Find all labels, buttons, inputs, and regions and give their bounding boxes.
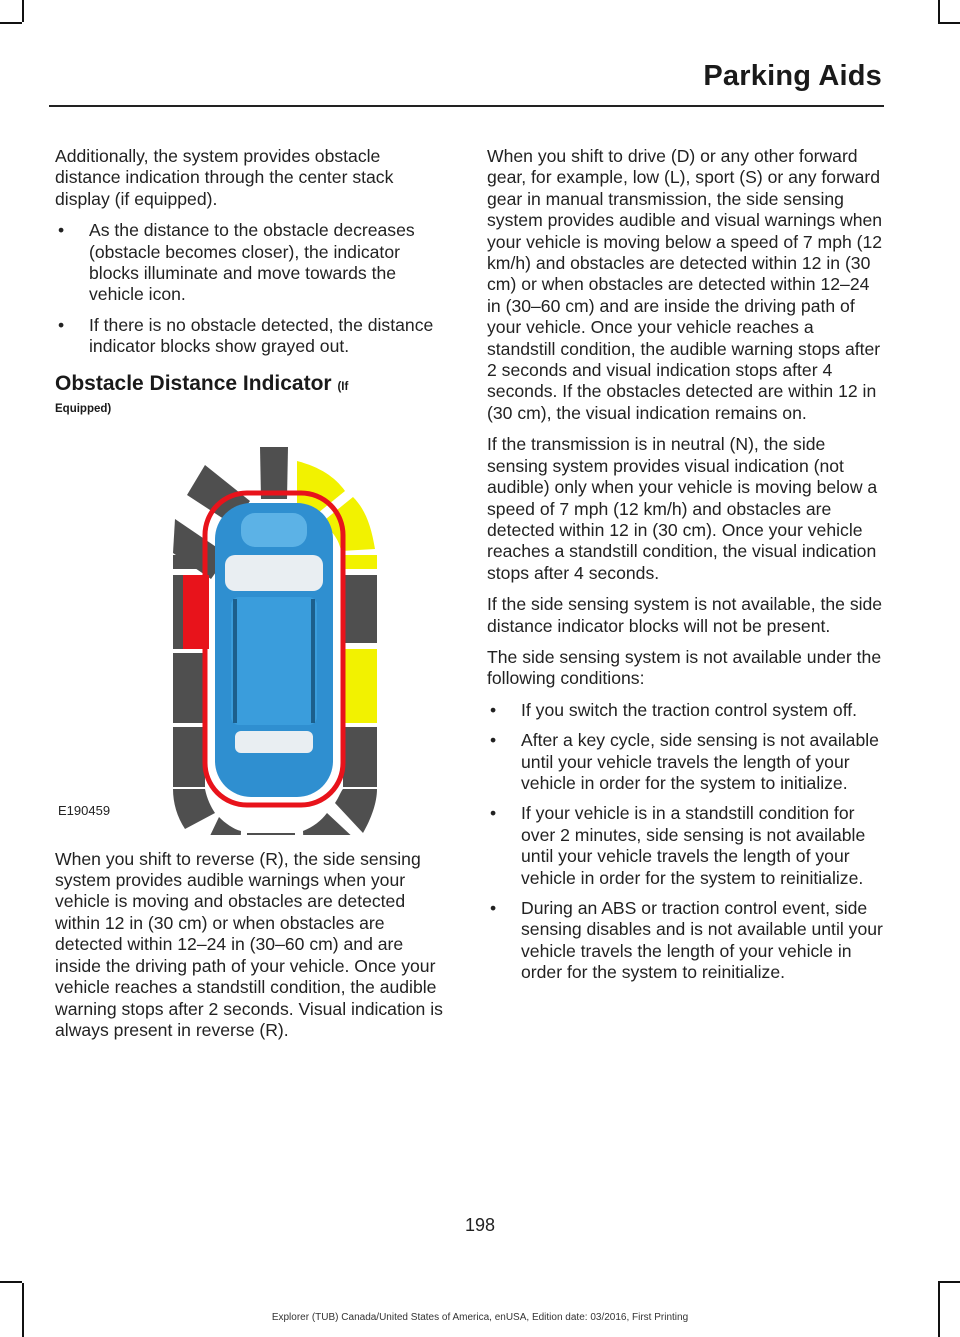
intro-paragraph: Additionally, the system provides obstacle distance indication through the center stack display (if equipped). — [55, 146, 394, 209]
condition-item: • During an ABS or traction control event, side sensing disables and is not available until your vehicle travels the length of your vehicle in order for the system to reinitialize. — [487, 898, 883, 984]
rear-zone-center — [247, 833, 295, 835]
side-zone-left-1 — [173, 555, 205, 569]
vehicle-roof — [231, 597, 317, 725]
side-zone-right-2 — [343, 575, 377, 643]
side-zone-left-4 — [173, 653, 205, 723]
vehicle-hood-highlight — [241, 513, 307, 547]
crop-mark — [938, 1281, 960, 1283]
figure-id: E190459 — [58, 802, 111, 818]
condition-item: • After a key cycle, side sensing is not available until your vehicle travels the length of your vehicle in order for the system to initialize. — [487, 730, 883, 794]
conditions-intro: The side sensing system is not available under the following conditions: — [487, 646, 882, 689]
section-heading — [55, 372, 450, 399]
footer-text: Explorer (TUB) Canada/United States of America, enUSA, Edition date: 03/2016, First Printing — [271, 1312, 689, 1323]
crop-mark — [22, 0, 24, 22]
condition-item: • If you switch the traction control system off. — [487, 700, 883, 721]
crop-mark — [938, 22, 960, 24]
vehicle-windshield — [225, 555, 323, 591]
left-column — [55, 146, 450, 1051]
bullet-item: • As the distance to the obstacle decreases (obstacle becomes closer), the indicator blocks illuminate and move towards the vehicle icon. — [55, 220, 450, 306]
bullet-list — [55, 220, 450, 357]
crop-mark — [0, 1281, 22, 1283]
obstacle-distance-figure — [55, 425, 450, 835]
crop-mark — [22, 1283, 24, 1337]
rear-zone-left — [197, 817, 241, 835]
right-column — [487, 146, 883, 994]
conditions-list — [487, 700, 883, 984]
neutral-paragraph: If the transmission is in neutral (N), the side sensing system provides visual indication (not audible) only when your vehicle is moving below a speed of 7 mph (12 km/h) and obstacles are detected within 12 in (30 cm). Once your vehicle reaches a standstill condition, the visual indication stops after 4 seconds. — [487, 434, 878, 583]
bullet-item: • If there is no obstacle detected, the distance indicator blocks show grayed out. — [55, 315, 450, 358]
page-title: Parking Aids — [703, 60, 882, 92]
side-zone-right-3 — [343, 649, 377, 723]
side-zone-right-1 — [343, 555, 377, 569]
vehicle-roof-rail-left — [233, 599, 237, 723]
side-zone-left-5 — [173, 727, 205, 787]
rear-zone-left-outer — [173, 789, 215, 829]
header-rule — [49, 105, 884, 107]
condition-item: • If your vehicle is in a standstill condition for over 2 minutes, side sensing is not available until your vehicle travels the length of your vehicle in order for the system to reinitialize. — [487, 803, 883, 889]
section-heading-suffix: (If — [337, 380, 349, 393]
crop-mark — [938, 0, 940, 22]
obstacle-distance-diagram — [55, 425, 450, 835]
section-heading-suffix: Equipped) — [55, 402, 112, 415]
unavailable-paragraph: If the side sensing system is not available, the side distance indicator blocks will not be present. — [487, 594, 883, 636]
page-number: 198 — [464, 1215, 496, 1235]
reverse-paragraph: When you shift to reverse (R), the side sensing system provides audible warnings when your vehicle is moving and obstacles are detected within 12 in (30 cm) or when obstacles are detected within 12–24 in (30–60 cm) and are inside the driving path of your vehicle. Once your vehicle reaches a standstill condition, the audible warning stops after 2 seconds. Visual indication is always present in reverse (R). — [55, 848, 443, 1040]
vehicle-rear-window — [235, 731, 313, 753]
side-zone-right-4 — [343, 727, 377, 787]
side-zone-left-3 — [173, 575, 183, 649]
crop-mark — [938, 1283, 940, 1337]
crop-mark — [0, 22, 22, 24]
vehicle-roof-rail-right — [311, 599, 315, 723]
drive-paragraph: When you shift to drive (D) or any other forward gear, for example, low (L), sport (S) or any forward gear in manual transmission, the side sensing system provides audible and visual warnings when your vehicle is moving below a speed of 7 mph (12 km/h) and obstacles are detected within 12 in (30 cm) or when obstacles are detected within 12–24 in (30–60 cm) and are inside the driving path of your vehicle. Once your vehicle reaches a standstill condition, the audible warning stops after 2 seconds and visual indication stops after 4 seconds. If the obstacles detected are within 12 in (30 cm), the visual indication remains on. — [487, 146, 883, 423]
section-heading-text: Obstacle Distance Indicator — [55, 371, 332, 395]
